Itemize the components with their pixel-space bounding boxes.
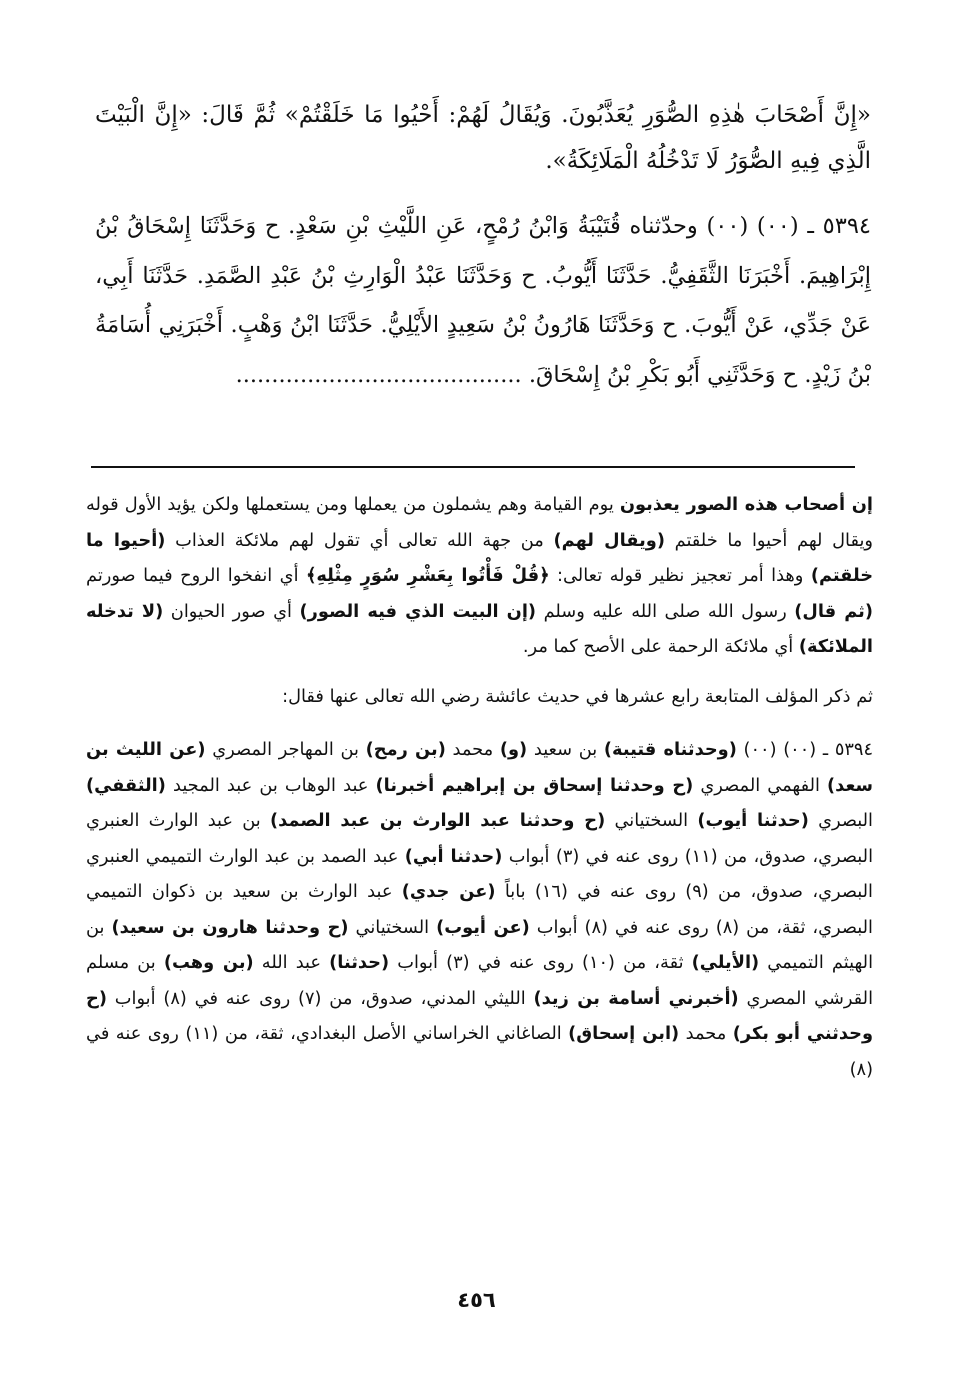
page-number: ٤٥٦ [457, 1288, 496, 1312]
hadith-text [95, 92, 871, 400]
bold-matn-run: (إن البيت الذي فيه الصور) [299, 600, 537, 622]
bold-matn-run: (أحيوا ما خلقتم) [86, 529, 874, 586]
hadith-chain: ٥٣٩٤ ـ (٠٠) (٠٠) وحدّثناه قُتَيْبَةُ وَابْنُ رُمْحٍ، عَنِ اللَّيْثِ بْنِ سَعْدٍ. ح وَحَدَّثَنَا إِسْحَاقُ بْنُ إِبْرَاهِيمَ. أَخْبَرَنَا الثَّقَفِيُّ. حَدَّثَنَا أَيُّوبُ. ح وَحَدَّثَنَا عَبْدُ الْوَارِثِ بْنُ عَبْدِ الصَّمَدِ. حَدَّثَنَا أَبِي، عَنْ جَدِّي، عَنْ أَيُّوبَ. ح وَحَدَّثَنَا هَارُونُ بْنُ سَعِيدٍ الأَيْلِيُّ. حَدَّثَنَا ابْنُ وَهْبٍ. أَخْبَرَنِي أُسَامَةُ بْنُ زَيْدٍ. ح وَحَدَّثَنِي أَبُو بَكْرِ بْنُ إِسْحَاقَ. ........................................ [95, 213, 871, 388]
bold-matn-run: (بن رمح) [365, 739, 446, 760]
bold-matn-run: ﴿قُلْ فَأْتُوا بِعَشْرِ سُوَرٍ مِثْلِهِ﴾ [305, 565, 550, 586]
commentary-run: الليثي المدني، صدوق، من (٧) روى عنه في (٨) أبواب [106, 987, 534, 1009]
bold-matn-run: (ثم قال) [794, 600, 873, 622]
bold-matn-run: (لا تدخله الملائكة) [86, 600, 873, 657]
commentary-run: البصري [808, 810, 873, 831]
bold-matn-run: (حدثنا) [329, 952, 390, 973]
commentary-run: عبد الله [253, 952, 330, 973]
commentary-run: رسول الله صلى الله عليه وسلم [536, 600, 795, 622]
commentary-run: بن سعيد [527, 739, 604, 760]
bold-matn-run: (عن الليث بن سعد) [86, 739, 873, 796]
commentary-run: الصاغاني الخراساني الأصل البغدادي، ثقة، من (١١) روى عنه في (٨) [86, 1023, 873, 1080]
bold-matn-run: (ح وحدثني أبو بكر) [86, 987, 873, 1044]
bold-matn-run: (حدثنا أبي) [404, 845, 503, 867]
bold-matn-run: (عن أيوب) [436, 916, 530, 938]
commentary-paragraph-1 [86, 487, 873, 665]
bold-matn-run: (بن وهب) [163, 952, 254, 973]
commentary-run: وهذا أمر تعجيز نظير قوله تعالى: [549, 565, 811, 586]
commentary-run: ثقة، من (١٠) روى عنه في (٣) أبواب [389, 952, 692, 973]
commentary-run: السختياني [605, 810, 698, 831]
footnote-separator [91, 466, 855, 468]
commentary-paragraph-2: ثم ذكر المؤلف المتابعة رابع عشرها في حديث عائشة رضي الله تعالى عنها فقال: [282, 685, 873, 707]
commentary-run: يوم القيامة وهم يشملون من يعملها ومن يستعملها ولكن يؤيد الأول قوله ويقال لهم أحيوا ما خلقتم [86, 494, 873, 551]
bold-matn-run: (الأيلي) [691, 952, 760, 973]
commentary [86, 487, 873, 1087]
bold-matn-run: (أخبرني أسامة بن زيد) [533, 987, 739, 1009]
commentary-run: أي ملائكة الرحمة على الأصح كما مر. [522, 636, 799, 657]
commentary-run: محمد [679, 1023, 733, 1044]
commentary-run: بن الهيثم التميمي [86, 916, 874, 973]
bold-matn-run: (و) [499, 739, 528, 760]
commentary-paragraph-3 [86, 732, 873, 1087]
bold-matn-run: إن أصحاب هذه الصور يعذبون [619, 494, 873, 515]
commentary-run: الفهمي المصري [693, 774, 828, 796]
commentary-run: السختياني [348, 916, 437, 938]
bold-matn-run: (ابن إسحاق) [568, 1023, 680, 1044]
commentary-run: محمد [445, 739, 500, 760]
bold-matn-run: (وحدثناه قتيبة) [603, 739, 737, 760]
hadith-ending: «إِنَّ أَصْحَابَ هٰذِهِ الصُّوَرِ يُعَذَّبُونَ. وَيُقَالُ لَهُمْ: أَحْيُوا مَا خَلَقْتُمْ» ثُمَّ قَالَ: «إِنَّ الْبَيْتَ الَّذِي فِيهِ الصُّوَرُ لَا تَدْخُلُهُ الْمَلَائِكَةُ». [95, 102, 871, 174]
bold-matn-run: (ويقال لهم) [553, 529, 665, 551]
bold-matn-run: (ح وحدثنا إسحاق بن إبراهيم أخبرنا) [375, 774, 694, 796]
bold-matn-run: (الثقفي) [86, 774, 166, 796]
commentary-run: عبد الصمد بن عبد الوارث التميمي العنبري البصري، صدوق، من (٩) روى عنه في (١٦) باباً [86, 845, 873, 902]
bold-matn-run: (ح وحدثنا عبد الوارث بن عبد الصمد) [270, 810, 606, 831]
commentary-run: بن مسلم القرشي المصري [86, 952, 874, 1009]
commentary-run: عبد الوهاب بن عبد المجيد [165, 774, 376, 796]
commentary-run: أي انفخوا الروح فيما صورتم [86, 565, 306, 586]
bold-matn-run: (حدثنا أيوب) [697, 810, 809, 831]
commentary-run: بن المهاجر المصري [205, 739, 366, 760]
bold-matn-run: (ح وحدثنا هارون بن سعيد) [111, 916, 349, 938]
commentary-run: ٥٣٩٤ ـ (٠٠) (٠٠) [736, 739, 874, 760]
commentary-run: أي صور الحيوان [163, 600, 300, 622]
commentary-run: عبد الوارث بن سعيد بن ذكوان التميمي البصري، ثقة، من (٨) روى عنه في (٨) أبواب [86, 881, 873, 938]
bold-matn-run: (عن جدي) [401, 881, 496, 902]
commentary-run: بن عبد الوارث العنبري البصري، صدوق، من (١١) روى عنه في (٣) أبواب [86, 810, 874, 867]
commentary-run: من جهة الله تعالى أي تقول لهم ملائكة العذاب [165, 529, 554, 551]
